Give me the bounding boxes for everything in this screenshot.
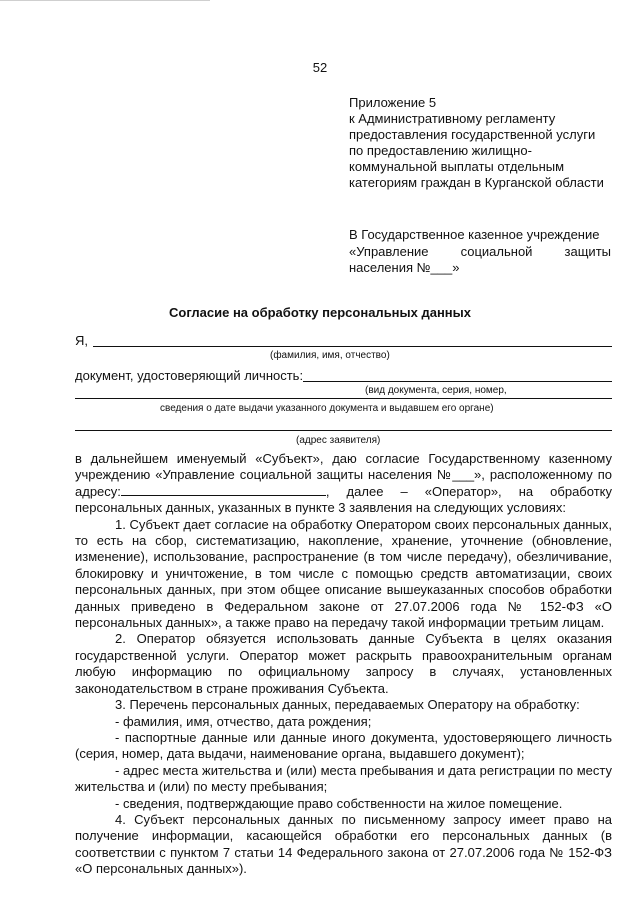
clause-4: 4. Субъект персональных данных по письменному запросу имеет право на получение информации, касающейся обработки его персональных данных (в соответствии с пунктом 7 статьи 14 Федерального закона от 27.07.2006 года № 152-ФЗ «О персональных данных»). (75, 811, 612, 877)
id-document-caption: (вид документа, серия, номер, (365, 385, 507, 396)
appendix-line: коммунальной выплаты отдельным (349, 159, 565, 174)
clause-3: 3. Перечень персональных данных, передаваемых Оператору на обработку: (115, 697, 580, 713)
applicant-name-field[interactable] (93, 346, 612, 347)
address-caption: (адрес заявителя) (296, 435, 381, 446)
appendix-header (349, 95, 619, 191)
id-document-details-field[interactable] (75, 398, 612, 399)
intro-paragraph (75, 451, 612, 517)
appendix-line: по предоставлению жилищно- (349, 143, 532, 158)
clause-1: 1. Субъект дает согласие на обработку Оператором своих персональных данных, то есть на сбор, систематизацию, накопление, хранение, уточнение (обновление, изменение), использование, распространение (в том числе передачу), обезличивание, блокировку и уничтожение, в том числе с помощью средств автоматизации, своих персональных данных, при этом общее описание вышеуказанных способов обработки данных приведено в Федеральном законе от 27.07.2006 года № 152-ФЗ «О персональных данных», а также право на передачу такой информации третьим лицам. (75, 516, 612, 631)
addressee-line: «Управление социальной защиты (349, 243, 611, 259)
scan-top-edge (0, 0, 210, 1)
addressee-block (349, 227, 611, 277)
list-item: - сведения, подтверждающие право собственности на жилое помещение. (115, 795, 563, 811)
applicant-address-field[interactable] (75, 430, 612, 431)
intro-text-b: , далее – «Оператор», на обработку персональных данных, указанных в пункте 3 заявления на следующих условиях: (75, 483, 612, 516)
operator-address-field[interactable] (121, 484, 326, 496)
issue-caption: сведения о дате выдачи указанного документа и выдавшем его органе) (160, 403, 494, 414)
addressee-line: В Государственное казенное учреждение (349, 227, 600, 242)
addressee-line: населения №___» (349, 260, 460, 275)
appendix-line: к Административному регламенту (349, 111, 556, 126)
applicant-name-row (75, 332, 612, 350)
document-title: Согласие на обработку персональных данных (168, 305, 471, 320)
clause-2: 2. Оператор обязуется использовать данные Субъекта в целях оказания государственной услуги. Оператор может раскрыть правоохранительным органам любую информацию по официальному запросу в случаях, установленных законодательством в стране проживания Субъекта. (75, 631, 612, 696)
list-item: - фамилия, имя, отчество, дата рождения; (115, 713, 372, 729)
appendix-line: Приложение 5 (349, 95, 437, 110)
page-number: 52 (312, 60, 328, 75)
list-item: - адрес места жительства и (или) места пребывания и дата регистрации по месту жительства и (или) по месту пребывания; (75, 762, 612, 795)
applicant-label: Я, (75, 333, 88, 348)
id-document-row (75, 367, 612, 385)
list-item: - паспортные данные или данные иного документа, удостоверяющего личность (серия, номер, дата выдачи, наименование органа, выдавшего документ); (75, 729, 612, 762)
id-document-field[interactable] (303, 381, 612, 382)
fio-caption: (фамилия, имя, отчество) (270, 350, 390, 361)
consent-body (75, 451, 612, 878)
id-document-label: документ, удостоверяющий личность: (75, 368, 304, 383)
appendix-line: категориям граждан в Курганской области (349, 175, 604, 190)
appendix-line: предоставления государственной услуги (349, 127, 596, 142)
intro-text-a: в дальнейшем именуемый «Субъект», даю согласие Государственному казенному учреждению «Управление социальной защиты населения №___», расположенному по адресу: (75, 451, 612, 499)
